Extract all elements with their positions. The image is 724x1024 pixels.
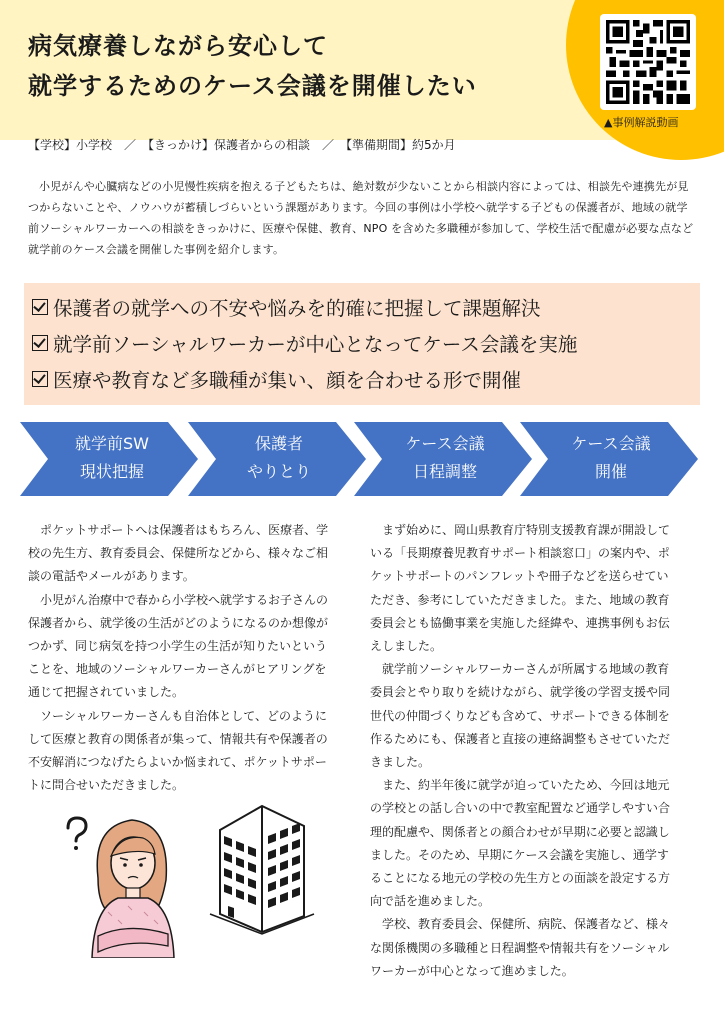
key-point xyxy=(24,289,700,325)
qr-caption: ▲事例解説動画 xyxy=(604,116,679,129)
body-paragraph: まず始めに、岡山県教育庁特別支援教育課が開設している「長期療養児教育サポート相談窓口」の案内や、ポケットサポートのパンフレットや冊子などを送らせていただき、参考にしていただきました。また、地域の教育委員会とも協働事業を実施した経緯や、連携事例もお伝えしました。 xyxy=(370,523,671,654)
flow-step-1 xyxy=(42,430,182,486)
title-line-2: 就学するためのケース会議を開催したい xyxy=(28,72,477,100)
flow-step-line1: 保護者 xyxy=(254,434,303,453)
flow-step-line1: ケース会議 xyxy=(405,434,485,453)
key-point-text: 医療や教育など多職種が集い、顔を合わせる形で開催 xyxy=(53,369,522,392)
flow-step-4 xyxy=(541,430,681,486)
page-title xyxy=(28,26,477,106)
flow-step-line2: 開催 xyxy=(594,462,627,481)
right-column xyxy=(370,519,680,983)
checkbox-icon xyxy=(32,335,48,351)
process-flow xyxy=(20,422,700,496)
case-meta: 【学校】小学校 ／ 【きっかけ】保護者からの相談 ／ 【準備期間】約5か月 xyxy=(28,138,456,152)
body-paragraph: ソーシャルワーカーさんも自治体として、どのようにして医療と教育の関係者が集って、情報共有や保護者の不安解消につなげたらよいか悩まれて、ポケットサポートに問合せいただきました。 xyxy=(28,708,328,793)
body-paragraph: ポケットサポートへは保護者はもちろん、医療者、学校の先生方、教育委員会、保健所などから、様々なご相談の電話やメールがあります。 xyxy=(28,523,329,584)
flow-step-line2: 日程調整 xyxy=(412,462,477,481)
key-point-text: 保護者の就学への不安や悩みを的確に把握して課題解決 xyxy=(53,297,541,320)
qr-code-icon[interactable] xyxy=(600,14,696,110)
flow-step-3 xyxy=(375,430,515,486)
flow-step-line1: 就学前SW xyxy=(75,434,149,453)
body-paragraph: 小児がん治療中で春から小学校へ就学するお子さんの保護者から、就学後の生活がどのようになるのか想像がつかず、同じ病気を持つ小学生の生活が知りたいということを、地域のソーシャルワーカーさんがヒアリングを通じて把握されていました。 xyxy=(28,592,329,700)
intro-paragraph: 小児がんや心臓病などの小児慢性疾病を抱える子どもたちは、絶対数が少ないことから相談内容によっては、相談先や連携先が見つからないことや、ノウハウが蓄積しづらいという課題があります。今回の事例は小学校へ就学する子どもの保護者が、地域の就学前ソーシャルワーカーへの相談をきっかけに、医療や保健、教育、NPO を含めた多職種が参加して、学校生活で配慮が必要な点など就学前のケース会議を開催した事例を紹介します。 xyxy=(28,180,694,256)
flow-step-line2: 現状把握 xyxy=(79,462,144,481)
checkbox-icon xyxy=(32,299,48,315)
flow-step-2 xyxy=(209,430,349,486)
key-points-box xyxy=(24,283,700,405)
title-line-1: 病気療養しながら安心して xyxy=(28,32,328,60)
office-building-illustration xyxy=(200,796,320,936)
body-paragraph: また、約半年後に就学が迫っていたため、今回は地元の学校との話し合いの中で教室配置など通学しやすい合理的配慮や、関係者との顔合わせが早期に必要と認識しました。そのため、早期にケース会議を実施し、通学することになる地元の学校の先生方との面談を設定する方向で話を進めました。 xyxy=(370,778,671,909)
question-mark-icon xyxy=(68,818,86,841)
flow-step-line1: ケース会議 xyxy=(571,434,651,453)
key-point xyxy=(24,361,700,397)
key-point xyxy=(24,325,700,361)
key-point-text: 就学前ソーシャルワーカーが中心となってケース会議を実施 xyxy=(53,333,578,356)
checkbox-icon xyxy=(32,371,48,387)
body-paragraph: 学校、教育委員会、保健所、病院、保護者など、様々な関係機関の多職種と日程調整や情報共有をソーシャルワーカーが中心となって進めました。 xyxy=(370,917,671,978)
body-paragraph: 就学前ソーシャルワーカーさんが所属する地域の教育委員会とやり取りを続けながら、就学後の学習支援や同世代の仲間づくりなども含めて、サポートできる体制を作るためにも、保護者と直接の連絡調整もさせていただきました。 xyxy=(370,662,671,770)
left-column xyxy=(28,519,338,797)
flow-step-line2: やりとり xyxy=(246,462,311,481)
worried-woman-illustration xyxy=(58,808,188,958)
